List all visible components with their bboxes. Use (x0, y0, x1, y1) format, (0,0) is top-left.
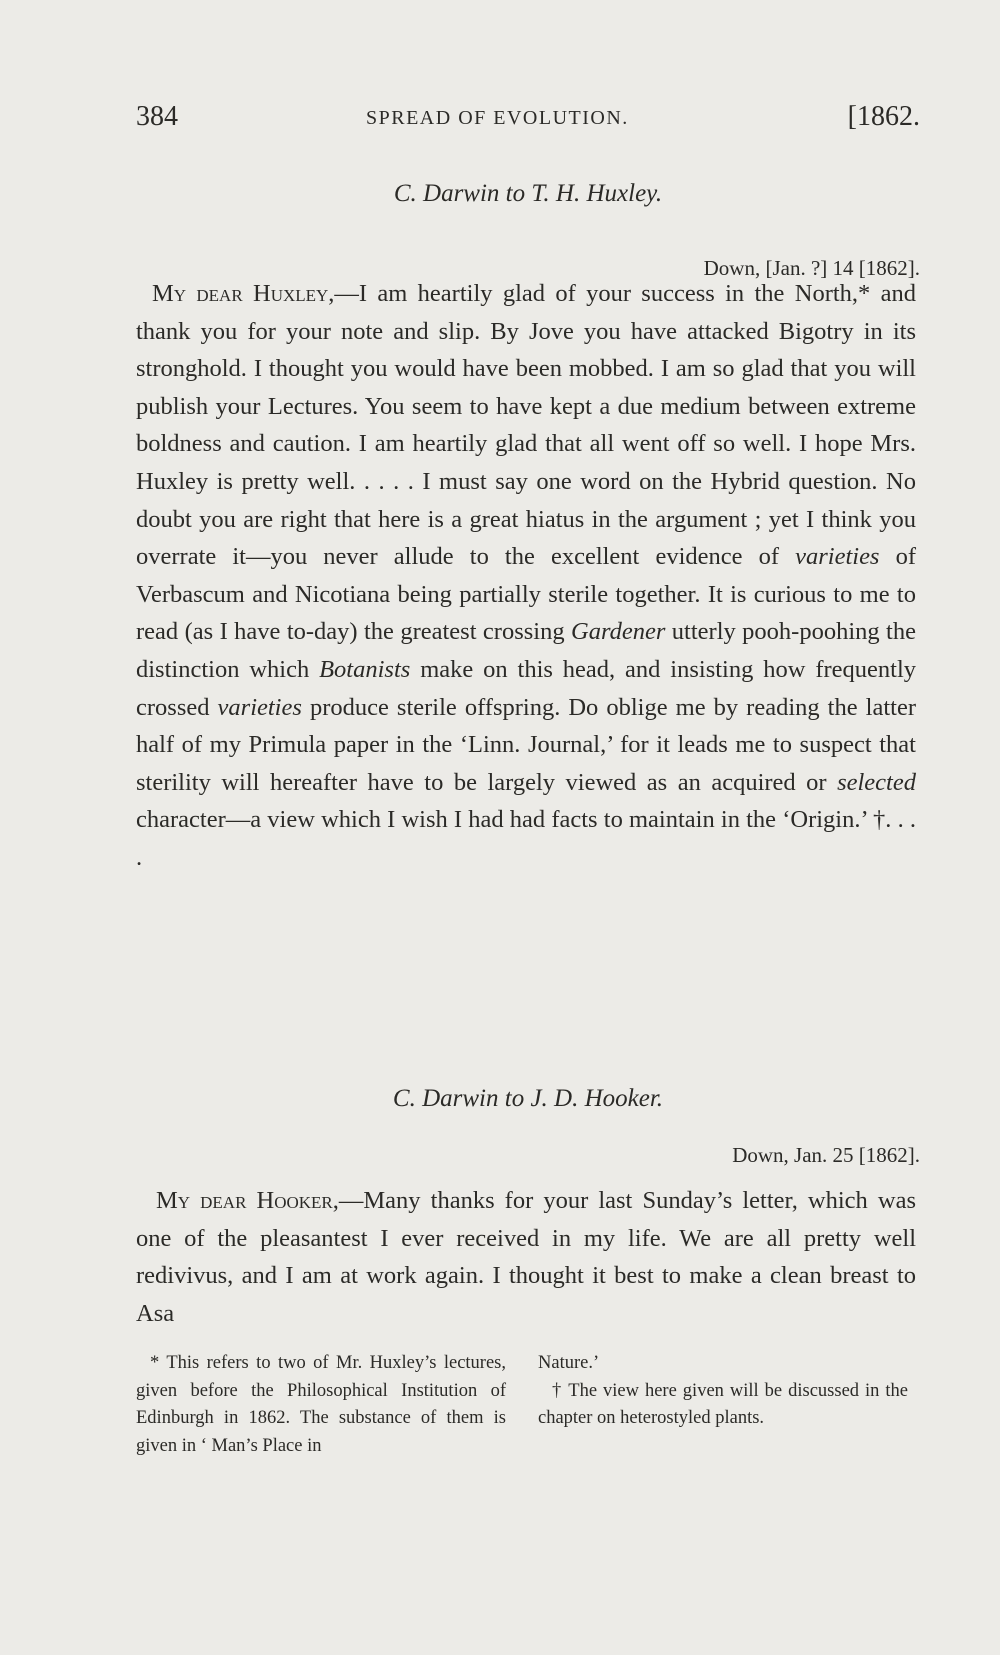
letter-1-emphasis-4: varieties (217, 693, 302, 721)
letter-1-emphasis-1: varieties (795, 543, 880, 571)
letter-1-salutation: My dear Huxley, (152, 280, 335, 307)
letter-1-text-5: produce sterile offspring. Do oblige me by reading the latter half of my Primula paper in the ‘Linn. Journal,’ for it leads me to suspect that sterility will hereafter have to be largely viewed as an acquired or (136, 693, 916, 796)
letter-1-text-6: character—a view which I wish I had had facts to maintain in the ‘Origin.’ †. . . . (136, 806, 916, 871)
footnote-asterisk: * This refers to two of Mr. Huxley’s lectures, given before the Philosophical Institution of Edinburgh in 1862. The substance of them is given in ‘ Man’s Place in (136, 1353, 506, 1456)
letter-2-dateline: Down, Jan. 25 [1862]. (732, 1143, 920, 1167)
letter-1-text-2: of Verbascum and Nicotiana being partially sterile together. It is curious to me to read (as I have to-day) the greatest crossing (136, 543, 916, 646)
letter-2-body (136, 1182, 916, 1332)
letter-1-heading: C. Darwin to T. H. Huxley. (393, 180, 663, 207)
letter-1-emphasis-5: selected (837, 768, 916, 796)
footnote-dagger: † The view here given will be discussed in the chapter on heterostyled plants. (538, 1380, 908, 1428)
letter-2-text-1: —Many thanks for your last Sunday’s letter, which was one of the pleasantest I ever received in my life. We are all pretty well redivivus, and I am at work again. I thought it best to make a clean breast to Asa (136, 1187, 916, 1327)
page-number: 384 (136, 101, 178, 132)
footnotes (136, 1350, 920, 1490)
letter-1-text-4: make on this head, and insisting how frequently crossed (136, 655, 916, 721)
letter-1-emphasis-3: Botanists (319, 655, 411, 683)
running-title: SPREAD OF EVOLUTION. (366, 107, 629, 129)
letter-1-text-3: utterly pooh-poohing the distinction which (136, 618, 916, 683)
letter-2-heading: C. Darwin to J. D. Hooker. (392, 1085, 664, 1112)
letter-2-salutation: My dear Hooker, (156, 1187, 339, 1214)
letter-1-body (136, 275, 916, 877)
running-head (136, 101, 920, 137)
footnote-asterisk-continued: Nature.’ (538, 1353, 600, 1373)
letter-1-emphasis-2: Gardener (571, 618, 666, 646)
footnote-right-column (538, 1350, 908, 1433)
letter-1-dateline: Down, [Jan. ?] 14 [1862]. (703, 256, 920, 280)
letter-1-text-1: —I am heartily glad of your success in the North,* and thank you for your note and slip. By Jove you have attacked Bigotry in its stronghold. I thought you would have been mobbed. I am so glad that you will publish your Lectures. You seem to have kept a due medium between extreme boldness and caution. I am heartily glad that all went off so well. I hope Mrs. Huxley is pretty well. . . . . I must say one word on the Hybrid question. No doubt you are right that here is a great hiatus in the argument ; yet I think you overrate it—you never allude to the excellent evidence of (136, 280, 916, 571)
running-year: [1862. (847, 101, 920, 132)
